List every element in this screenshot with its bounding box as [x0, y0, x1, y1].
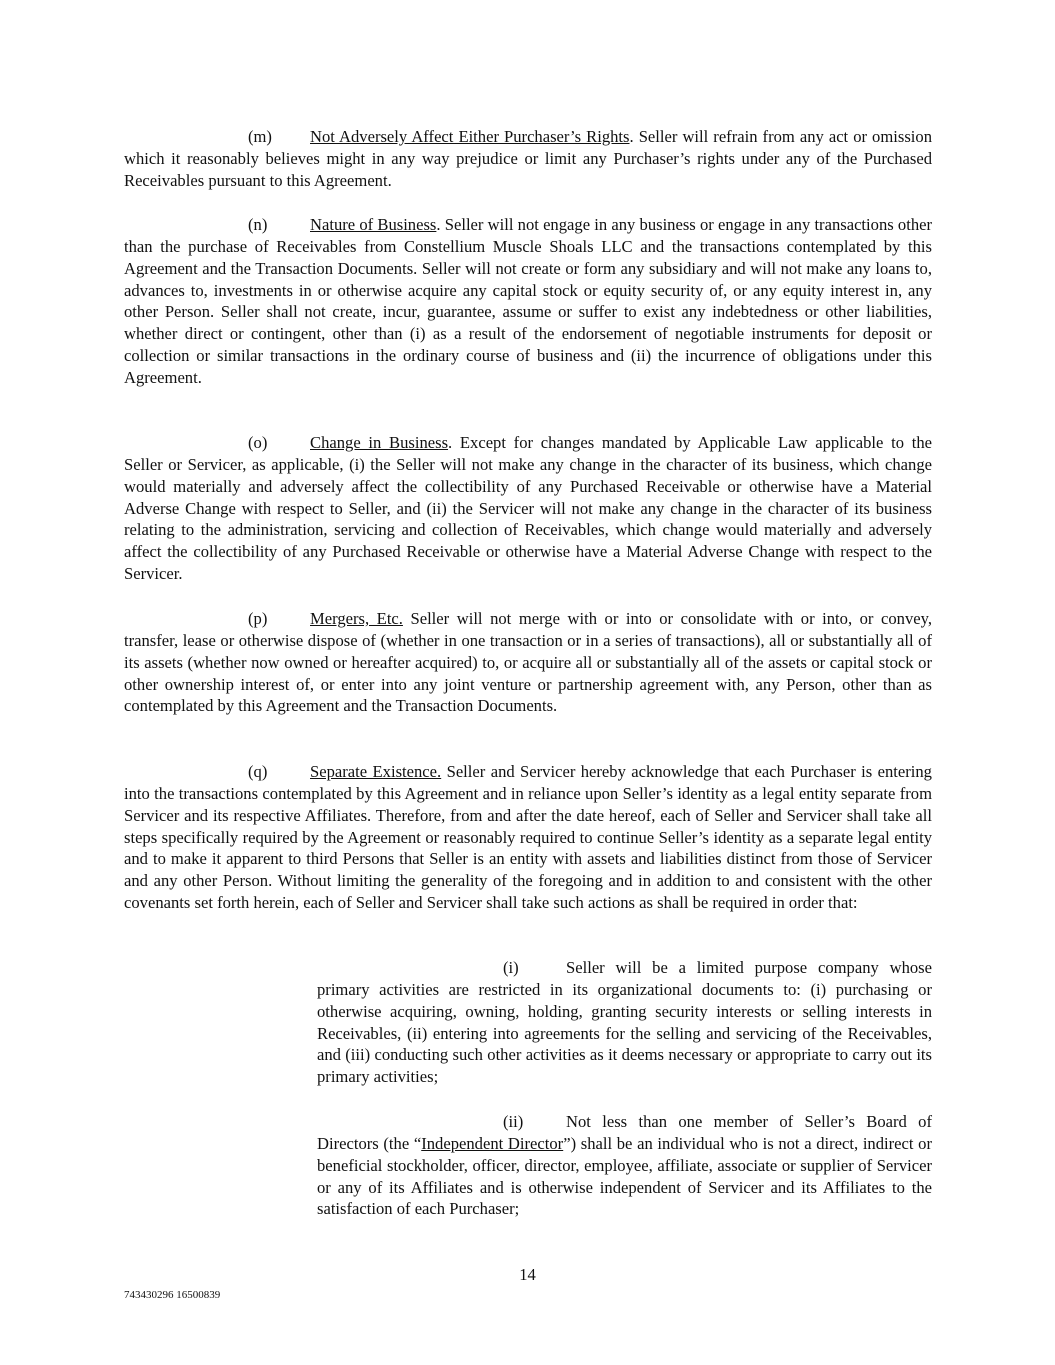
- paragraph-text: . Seller will not engage in any business or engage in any transactions other than the purchase of Receivables from Constellium Muscle Shoals LLC and the transactions contemplated by this Agreement and the Transaction Documents. Seller will not create or form any subsidiary and will not make any loans to, advances to, investments in or otherwise acquire any capital stock or equity security of, or any equity interest in, any other Person. Seller shall not create, incur, guarantee, assume or suffer to exist any indebtedness or other liabilities, whether direct or contingent, other than (i) as a result of the endorsement of negotiable instruments for deposit or collection or similar transactions in the ordinary course of business and (ii) the incurrence of obligations under this Agreement.: [124, 215, 933, 387]
- paragraph-label: (o): [248, 433, 268, 452]
- paragraph-text: . Seller will refrain from any act or omission which it reasonably believes might in any way prejudice or limit any Purchaser’s rights under any of the Purchased Receivables pursuant to this Agreement.: [124, 127, 932, 190]
- paragraph-label: (p): [248, 609, 268, 628]
- paragraph-label: (i): [503, 958, 519, 977]
- subparagraph-i: [317, 957, 932, 1088]
- defined-term: Independent Director: [421, 1133, 564, 1153]
- paragraph-p: [124, 608, 932, 717]
- paragraph-heading: Change in Business: [310, 433, 449, 452]
- paragraph-text: Seller and Servicer hereby acknowledge that each Purchaser is entering into the transactions contemplated by this Agreement and in reliance upon Seller’s identity as a legal entity separate from Servicer and its respective Affiliates. Therefore, from and after the date hereof, each of Seller and Servicer shall take all steps specifically required by the Agreement or reasonably required to continue Seller’s identity as a separate legal entity and to make it apparent to third Persons that Seller is an entity with assets and liabilities distinct from those of Servicer and any other Person. Without limiting the generality of the foregoing and in addition to and consistent with the other covenants set forth herein, each of Seller and Servicer shall take such actions as shall be required in order that:: [124, 762, 932, 913]
- paragraph-text: Seller will not merge with or into or consolidate with or into, or convey, transfer, lease or otherwise dispose of (whether in one transaction or in a series of transactions), all or substantially all of its assets (whether now owned or hereafter acquired) to, or acquire all or substantially all of the assets or capital stock or other ownership interest of, or enter into any joint venture or partnership agreement with, any Person, other than as contemplated by this Agreement and the Transaction Documents.: [124, 609, 932, 716]
- paragraph-o: [124, 432, 932, 585]
- paragraph-text: ”) shall be an individual who is not a direct, indirect or beneficial stockholder, officer, director, employee, affiliate, associate or supplier of Servicer or any of its Affiliates and is otherwise independent of Servicer and its Affiliates to the satisfaction of each Purchaser;: [317, 1133, 932, 1219]
- page-number: 14: [519, 1265, 536, 1284]
- subparagraph-ii: [317, 1111, 932, 1220]
- paragraph-label: (q): [248, 762, 268, 781]
- paragraph-heading: Not Adversely Affect Either Purchaser’s Rights: [310, 127, 630, 146]
- paragraph-label: (n): [248, 215, 268, 234]
- paragraph-m: [124, 126, 932, 192]
- paragraph-heading: Separate Existence.: [310, 762, 442, 781]
- paragraph-label: (m): [248, 127, 272, 146]
- paragraph-heading: Nature of Business: [310, 215, 437, 234]
- paragraph-n: [124, 214, 932, 389]
- paragraph-label: (ii): [503, 1112, 524, 1131]
- paragraph-text: Seller will be a limited purpose company whose primary activities are restricted in its organizational documents to: (i) purchasing or otherwise acquiring, owning, holding, granting security interests or selling interests in Receivables, (ii) entering into agreements for the selling and servicing of the Receivables, and (iii) conducting such other activities as it deems necessary or appropriate to carry out its primary activities;: [317, 958, 932, 1087]
- document-id: 743430296 16500839: [124, 1289, 221, 1301]
- paragraph-text: Not less than one member of Seller’s Board of Directors (the “: [317, 1112, 932, 1153]
- paragraph-text: . Except for changes mandated by Applicable Law applicable to the Seller or Servicer, as applicable, (i) the Seller will not make any change in the character of its business, which change would materially and adversely affect the collectibility of any Purchased Receivable or otherwise have a Material Adverse Change with respect to Seller, and (ii) the Servicer will not make any change in the character of its business relating to the administration, servicing and collection of Receivables, which change would materially and adversely affect the collectibility of any Purchased Receivable or otherwise have a Material Adverse Change with respect to the Servicer.: [124, 433, 932, 584]
- paragraph-q: [124, 761, 932, 914]
- paragraph-heading: Mergers, Etc.: [310, 609, 403, 628]
